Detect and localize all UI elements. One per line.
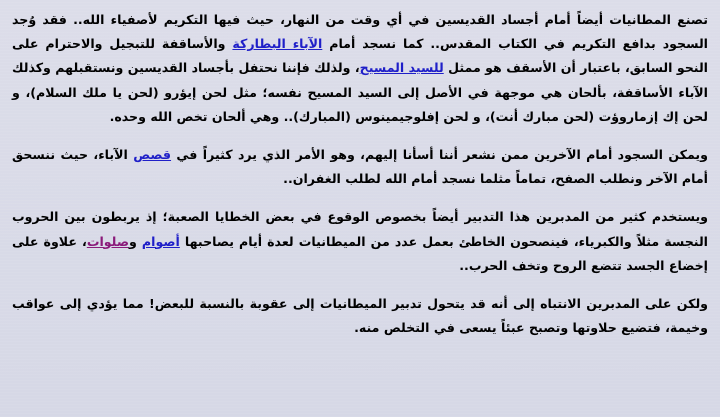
text-segment: ولكن على المدبرين الانتباه إلى أنه قد يتحول تدبير الميطانيات إلى عقوبة بالنسبة للبعض! مما يؤدي إلى عواقب وخيمة، فتضيع حلاوتها وتصبح عبئاً يسعى في التخلص منه. bbox=[12, 296, 708, 336]
paragraph-4 bbox=[12, 292, 708, 340]
text-segment: والأساقفة للتبجيل والاحترام على النحو السابق، باعتبار أن الأسقف هو ممثل bbox=[12, 36, 708, 76]
text-segment: الآباء، حيث ننسحق أمام الآخر ونطلب الصفح، تماماً مثلما نسجد أمام الله لطلب الغفران.. bbox=[12, 147, 708, 187]
link-stories[interactable]: قصص bbox=[133, 147, 172, 163]
paragraph-3 bbox=[12, 205, 708, 278]
link-lord-christ[interactable]: للسيد المسيح bbox=[359, 60, 444, 76]
link-fasts[interactable]: أصوام bbox=[141, 233, 180, 249]
text-segment: تصنع المطانيات أيضاً أمام أجساد القديسين في أي وقت من النهار، حيث فيها التكريم لأصفياء الله.. فقد وُجد السجود بدافع التكريم في الكتاب المقدس.. كما نسجد أمام bbox=[12, 12, 708, 52]
text-segment: ، علاوة على إخضاع الجسد تتضع الروح وتخف الحرب.. bbox=[12, 233, 708, 273]
text-segment: ، ولذلك فإننا نحتفل بأجساد القديسين ونستقبلهم وكذلك الآباء الأساقفة، بألحان هي موجهة في الأصل إلى السيد المسيح نفسه؛ مثل لحن إيؤرو (لحن يا ملك السلام)، و لحن إك إزماروؤت (لحن مبارك أنت)، و لحن إفلوجيمينوس (المبارك).. وهي ألحان تخص الله وحده. bbox=[12, 60, 708, 124]
text-segment: و bbox=[129, 233, 142, 249]
paragraph-1 bbox=[12, 8, 708, 129]
paragraph-2 bbox=[12, 143, 708, 191]
link-prayers[interactable]: صلوات bbox=[86, 233, 129, 249]
text-segment: ويستخدم كثير من المدبرين هذا التدبير أيضاً بخصوص الوقوع في بعض الخطايا الصعبة؛ إذ يربطون بين الحروب النجسة مثلاً والكبرياء، فينصحون الخاطئ بعمل عدد من الميطانيات لعدة أيام يصاحبها bbox=[12, 209, 708, 249]
link-patriarchs[interactable]: الآباء البطاركة bbox=[232, 36, 323, 52]
text-segment: ويمكن السجود أمام الآخرين ممن نشعر أننا أسأنا إليهم، وهو الأمر الذي يرد كثيراً في bbox=[171, 147, 708, 163]
